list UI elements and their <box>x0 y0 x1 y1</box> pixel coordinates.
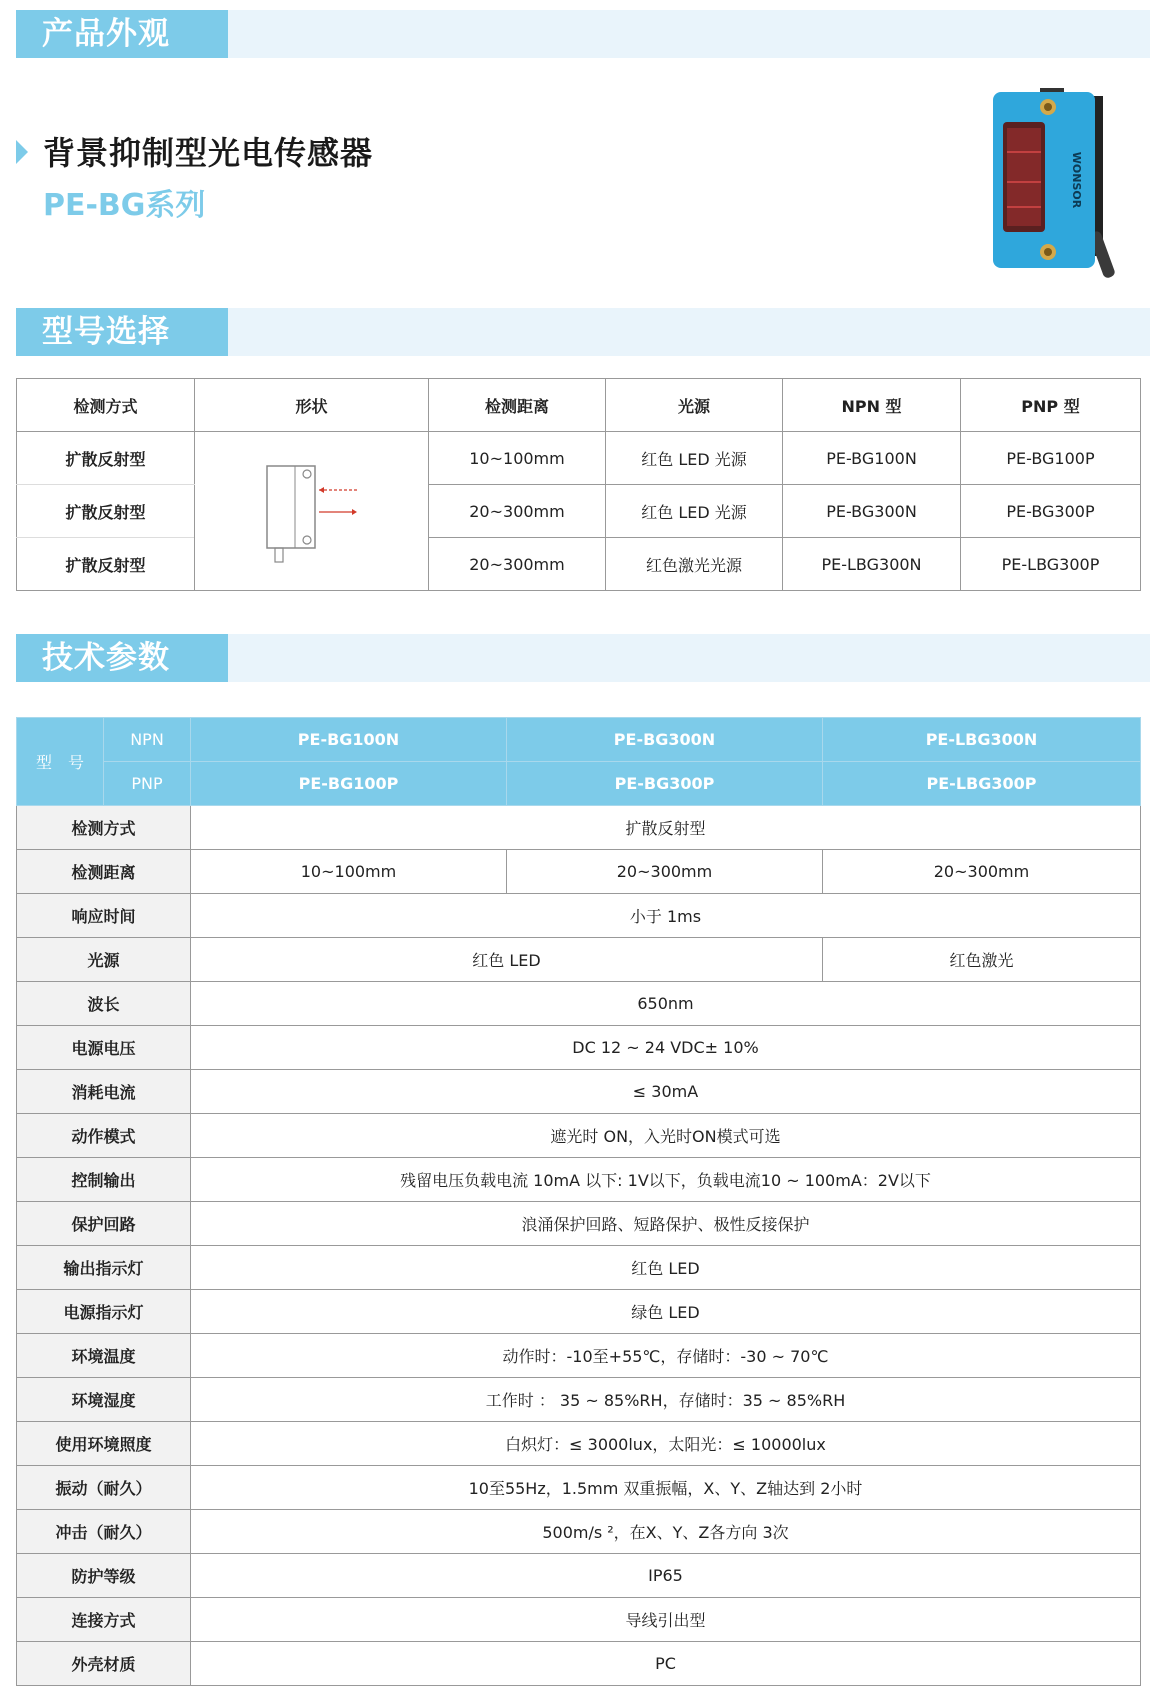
spec-row-label: 响应时间 <box>17 894 191 938</box>
spec-pnp-model: PE-BG300P <box>507 762 823 806</box>
spec-npn-label: NPN <box>104 718 191 762</box>
spec-row-value: ≤ 30mA <box>191 1070 1141 1114</box>
spec-row-label: 使用环境照度 <box>17 1422 191 1466</box>
spec-header-row-pnp <box>17 762 1141 806</box>
spec-row-value: 工作时 ： 35 ~ 85%RH，存储时：35 ~ 85%RH <box>191 1378 1141 1422</box>
spec-row-label: 波长 <box>17 982 191 1026</box>
header-distance: 检测距离 <box>429 379 606 432</box>
spec-row-label: 电源指示灯 <box>17 1290 191 1334</box>
cell-pnp: PE-BG100P <box>961 432 1141 485</box>
spec-row-value: DC 12 ~ 24 VDC± 10% <box>191 1026 1141 1070</box>
spec-pnp-model: PE-LBG300P <box>823 762 1141 806</box>
product-title: 背景抑制型光电传感器 <box>43 134 374 172</box>
spec-row-label: 冲击（耐久） <box>17 1510 191 1554</box>
spec-table <box>16 717 1141 1686</box>
cell-method: 扩散反射型 <box>17 485 195 538</box>
table-row <box>17 538 1141 591</box>
spec-row-value: 红色 LED <box>191 938 823 982</box>
spec-row-label: 外壳材质 <box>17 1642 191 1686</box>
spec-row-value: 10至55Hz，1.5mm 双重振幅，X、Y、Z轴达到 2小时 <box>191 1466 1141 1510</box>
cell-light: 红色 LED 光源 <box>606 432 783 485</box>
spec-row-label: 检测距离 <box>17 850 191 894</box>
table-row <box>17 982 1141 1026</box>
spec-header-row-npn <box>17 718 1141 762</box>
spec-rows <box>17 982 1141 1686</box>
spec-row-value: 500m/s ²，在X、Y、Z各方向 3次 <box>191 1510 1141 1554</box>
spec-row-value: 10~100mm <box>191 850 507 894</box>
spec-row-value: 扩散反射型 <box>191 806 1141 850</box>
table-row <box>17 1290 1141 1334</box>
product-series: PE-BG系列 <box>43 188 206 223</box>
spec-row-value: 红色 LED <box>191 1246 1141 1290</box>
table-row <box>17 1026 1141 1070</box>
spec-row-value: IP65 <box>191 1554 1141 1598</box>
table-row <box>17 1114 1141 1158</box>
header-shape: 形状 <box>195 379 429 432</box>
spec-row-label: 保护回路 <box>17 1202 191 1246</box>
section-title-appearance: 产品外观 <box>16 10 228 58</box>
table-row <box>17 1158 1141 1202</box>
spec-row-value: 浪涌保护回路、短路保护、极性反接保护 <box>191 1202 1141 1246</box>
spec-row-label: 电源电压 <box>17 1026 191 1070</box>
spec-row-label: 光源 <box>17 938 191 982</box>
section-title-model-select: 型号选择 <box>16 308 228 356</box>
spec-row-label: 防护等级 <box>17 1554 191 1598</box>
spec-row-value: 白炽灯：≤ 3000lux，太阳光：≤ 10000lux <box>191 1422 1141 1466</box>
spec-row-label: 环境温度 <box>17 1334 191 1378</box>
cell-light: 红色 LED 光源 <box>606 485 783 538</box>
spec-row-value: 20~300mm <box>823 850 1141 894</box>
table-row <box>17 938 1141 982</box>
table-row <box>17 1334 1141 1378</box>
spec-row-label: 环境湿度 <box>17 1378 191 1422</box>
table-row <box>17 1202 1141 1246</box>
table-row <box>17 894 1141 938</box>
spec-row-value: 小于 1ms <box>191 894 1141 938</box>
cell-shape <box>195 432 429 591</box>
spec-row-label: 振动（耐久） <box>17 1466 191 1510</box>
cell-distance: 20~300mm <box>429 485 606 538</box>
cell-distance: 20~300mm <box>429 538 606 591</box>
spec-model-label: 型 号 <box>17 718 104 806</box>
spec-pnp-model: PE-BG100P <box>191 762 507 806</box>
cell-method: 扩散反射型 <box>17 432 195 485</box>
section-bar-appearance <box>16 10 1150 58</box>
spec-npn-model: PE-BG300N <box>507 718 823 762</box>
table-header-row <box>17 379 1141 432</box>
spec-row-value: 残留电压负载电流 10mA 以下: 1V以下，负载电流10 ~ 100mA：2V以下 <box>191 1158 1141 1202</box>
spec-row-value: 650nm <box>191 982 1141 1026</box>
spec-row-label: 输出指示灯 <box>17 1246 191 1290</box>
cell-pnp: PE-BG300P <box>961 485 1141 538</box>
table-row <box>17 485 1141 538</box>
spec-row-value: 20~300mm <box>507 850 823 894</box>
header-pnp: PNP 型 <box>961 379 1141 432</box>
spec-row-value: 绿色 LED <box>191 1290 1141 1334</box>
spec-row-label: 动作模式 <box>17 1114 191 1158</box>
spec-row-value: 动作时：-10至+55℃，存储时：-30 ~ 70℃ <box>191 1334 1141 1378</box>
table-row <box>17 1510 1141 1554</box>
header-npn: NPN 型 <box>783 379 961 432</box>
title-arrow-icon <box>16 140 28 164</box>
spec-row-value: PC <box>191 1642 1141 1686</box>
table-row <box>17 1598 1141 1642</box>
table-row <box>17 1070 1141 1114</box>
spec-pnp-label: PNP <box>104 762 191 806</box>
section-title-tech-params: 技术参数 <box>16 634 228 682</box>
spec-row-value: 导线引出型 <box>191 1598 1141 1642</box>
table-row <box>17 1378 1141 1422</box>
cell-method: 扩散反射型 <box>17 538 195 591</box>
spec-row-label: 检测方式 <box>17 806 191 850</box>
table-row <box>17 1466 1141 1510</box>
device-brand-label: WONSOR <box>1070 151 1083 209</box>
model-select-table <box>16 378 1141 591</box>
cell-pnp: PE-LBG300P <box>961 538 1141 591</box>
section-bar-model-select <box>16 308 1150 356</box>
cell-npn: PE-BG100N <box>783 432 961 485</box>
cell-npn: PE-BG300N <box>783 485 961 538</box>
table-row <box>17 1246 1141 1290</box>
spec-row-value: 遮光时 ON，入光时ON模式可选 <box>191 1114 1141 1158</box>
spec-row-label: 控制输出 <box>17 1158 191 1202</box>
cell-npn: PE-LBG300N <box>783 538 961 591</box>
spec-row-label: 消耗电流 <box>17 1070 191 1114</box>
table-row <box>17 1422 1141 1466</box>
header-method: 检测方式 <box>17 379 195 432</box>
section-bar-tech-params <box>16 634 1150 682</box>
table-row <box>17 1554 1141 1598</box>
sensor-shape-diagram-icon <box>257 454 367 564</box>
table-row <box>17 850 1141 894</box>
spec-row-value: 红色激光 <box>823 938 1141 982</box>
cell-light: 红色激光光源 <box>606 538 783 591</box>
spec-npn-model: PE-BG100N <box>191 718 507 762</box>
table-row <box>17 432 1141 485</box>
sensor-product-image <box>985 82 1125 282</box>
spec-row-label: 连接方式 <box>17 1598 191 1642</box>
spec-npn-model: PE-LBG300N <box>823 718 1141 762</box>
table-row <box>17 1642 1141 1686</box>
cell-distance: 10~100mm <box>429 432 606 485</box>
table-row <box>17 806 1141 850</box>
header-light: 光源 <box>606 379 783 432</box>
